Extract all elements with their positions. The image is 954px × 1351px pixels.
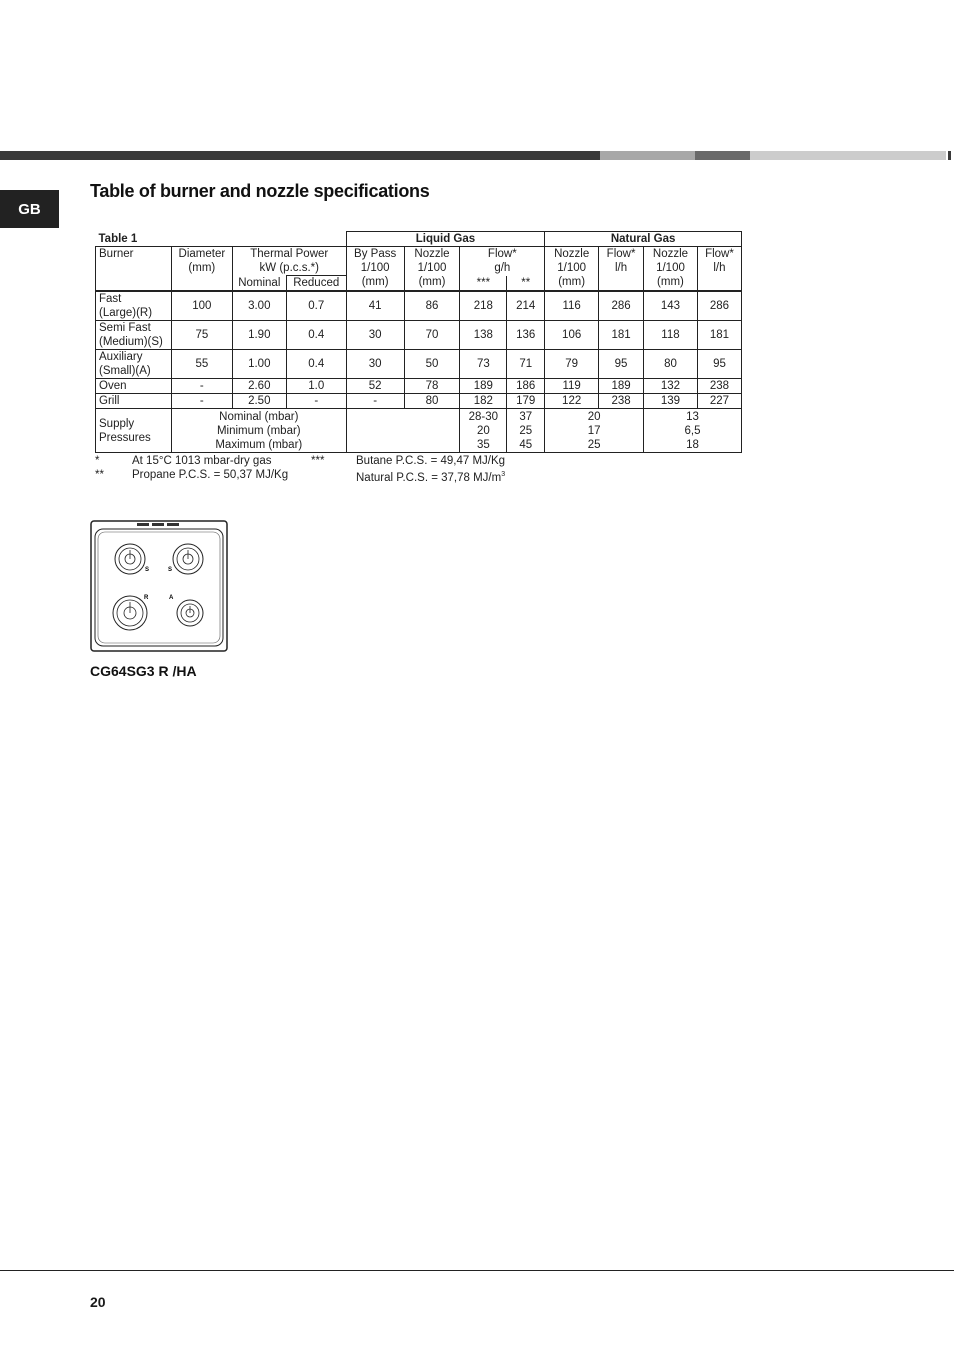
cell: 186 — [507, 379, 545, 394]
nozzle-liquid-header: Nozzle 1/100 (mm) — [404, 247, 460, 292]
table-row — [96, 350, 742, 379]
flow-natural-header-2: Flow* l/h — [697, 247, 741, 292]
cell: 1.0 — [286, 379, 346, 394]
bypass-header: By Pass 1/100 (mm) — [346, 247, 404, 292]
table-row — [96, 394, 742, 409]
footnote-mark: *** — [311, 455, 325, 467]
flow-natural-header-1: Flow* l/h — [599, 247, 644, 292]
cell: 139 — [644, 394, 698, 409]
natural-gas-header: Natural Gas — [545, 232, 742, 247]
cell: 119 — [545, 379, 599, 394]
footnote-mark: * — [95, 455, 100, 467]
table-row — [96, 321, 742, 350]
footnote-text: Butane P.C.S. = 49,47 MJ/Kg — [356, 455, 506, 467]
cell: 73 — [460, 350, 507, 379]
cell: 118 — [644, 321, 698, 350]
liquid-gas-header: Liquid Gas — [346, 232, 544, 247]
footnote-text: Natural P.C.S. = 37,78 $MJ/m^3$ — [356, 471, 506, 484]
cell: 138 — [460, 321, 507, 350]
burner-name: Semi Fast (Medium)(S) — [96, 321, 172, 350]
cell: 95 — [697, 350, 741, 379]
header-color-bar — [0, 151, 954, 160]
cell: 181 — [697, 321, 741, 350]
header-bar-dark — [0, 151, 600, 160]
table-row — [96, 379, 742, 394]
hob-label: S — [168, 567, 173, 573]
page-title: Table of burner and nozzle specifications — [90, 181, 430, 201]
cell: 70 — [404, 321, 460, 350]
cell: 71 — [507, 350, 545, 379]
footnote-text: At 15°C 1013 mbar-dry gas — [132, 455, 272, 467]
cell: 0.7 — [286, 291, 346, 321]
cell: 55 — [171, 350, 232, 379]
cell: 95 — [599, 350, 644, 379]
cell: 122 — [545, 394, 599, 409]
burner-icon — [177, 600, 203, 626]
flow-propane-header: ** — [507, 276, 545, 292]
cell: 52 — [346, 379, 404, 394]
cell: 41 — [346, 291, 404, 321]
cell: 86 — [404, 291, 460, 321]
diameter-header: Diameter (mm) — [171, 247, 232, 292]
cell: 2.50 — [232, 394, 286, 409]
cell: 50 — [404, 350, 460, 379]
cell: 78 — [404, 379, 460, 394]
cell: 1.90 — [232, 321, 286, 350]
butane-pressures: 28-30 20 35 — [460, 409, 507, 453]
nozzle-natural-header-2: Nozzle 1/100 (mm) — [644, 247, 698, 292]
natural-pressures-1: 20 17 25 — [545, 409, 644, 453]
footer-rule — [0, 1270, 954, 1271]
hob-diagram — [90, 520, 228, 652]
burner-name: Grill — [96, 394, 172, 409]
hob-label: S — [145, 567, 150, 573]
footnote-mark: ** — [95, 469, 104, 481]
header-bar-end — [948, 151, 951, 160]
table-row — [96, 291, 742, 321]
footnote-text: Propane P.C.S. = 50,37 MJ/Kg — [132, 469, 289, 481]
nominal-header: Nominal — [232, 276, 286, 292]
header-bar-mid-dark — [695, 151, 750, 160]
section-tab: GB — [0, 190, 59, 228]
cell: 286 — [697, 291, 741, 321]
nozzle-natural-header-1: Nozzle 1/100 (mm) — [545, 247, 599, 292]
cell: 136 — [507, 321, 545, 350]
cell: 227 — [697, 394, 741, 409]
cell: 116 — [545, 291, 599, 321]
cell: 189 — [599, 379, 644, 394]
cell: 79 — [545, 350, 599, 379]
cell: 1.00 — [232, 350, 286, 379]
flow-liquid-header: Flow* g/h — [460, 247, 545, 276]
cell: 0.4 — [286, 350, 346, 379]
cell: 132 — [644, 379, 698, 394]
propane-pressures: 37 25 45 — [507, 409, 545, 453]
burner-name: Auxiliary (Small)(A) — [96, 350, 172, 379]
header-bar-mid — [600, 151, 695, 160]
empty-cell — [346, 409, 460, 453]
cell: 182 — [460, 394, 507, 409]
burner-name: Oven — [96, 379, 172, 394]
header-bar-light — [750, 151, 946, 160]
thermal-power-header: Thermal Power kW (p.c.s.*) — [232, 247, 346, 276]
cell: 214 — [507, 291, 545, 321]
cell: - — [171, 379, 232, 394]
cell: 143 — [644, 291, 698, 321]
cell: 179 — [507, 394, 545, 409]
cell: 238 — [599, 394, 644, 409]
cell: 30 — [346, 321, 404, 350]
model-label: CG64SG3 R /HA — [90, 663, 197, 679]
page-number: 20 — [90, 1294, 106, 1310]
cell: 218 — [460, 291, 507, 321]
pressure-labels: Nominal (mbar) Minimum (mbar) Maximum (mbar) — [171, 409, 346, 453]
cell: 80 — [404, 394, 460, 409]
cell: 106 — [545, 321, 599, 350]
hob-label: A — [169, 595, 174, 601]
cell: 80 — [644, 350, 698, 379]
cell: - — [171, 394, 232, 409]
cell: - — [346, 394, 404, 409]
natural-pressures-2: 13 6,5 18 — [644, 409, 742, 453]
cell: 2.60 — [232, 379, 286, 394]
burner-header: Burner — [96, 247, 172, 292]
cell: 3.00 — [232, 291, 286, 321]
supply-pressures-row — [96, 409, 742, 453]
table-caption: Table 1 — [96, 232, 347, 247]
cell: - — [286, 394, 346, 409]
cell: 30 — [346, 350, 404, 379]
hob-label: R — [144, 595, 149, 601]
cell: 238 — [697, 379, 741, 394]
cell: 286 — [599, 291, 644, 321]
cell: 189 — [460, 379, 507, 394]
supply-pressures-label: Supply Pressures — [96, 409, 172, 453]
cell: 75 — [171, 321, 232, 350]
cell: 181 — [599, 321, 644, 350]
burner-nozzle-table — [95, 231, 742, 453]
flow-butane-header: *** — [460, 276, 507, 292]
burner-name: Fast (Large)(R) — [96, 291, 172, 321]
cell: 0.4 — [286, 321, 346, 350]
reduced-header: Reduced — [286, 276, 346, 292]
cell: 100 — [171, 291, 232, 321]
